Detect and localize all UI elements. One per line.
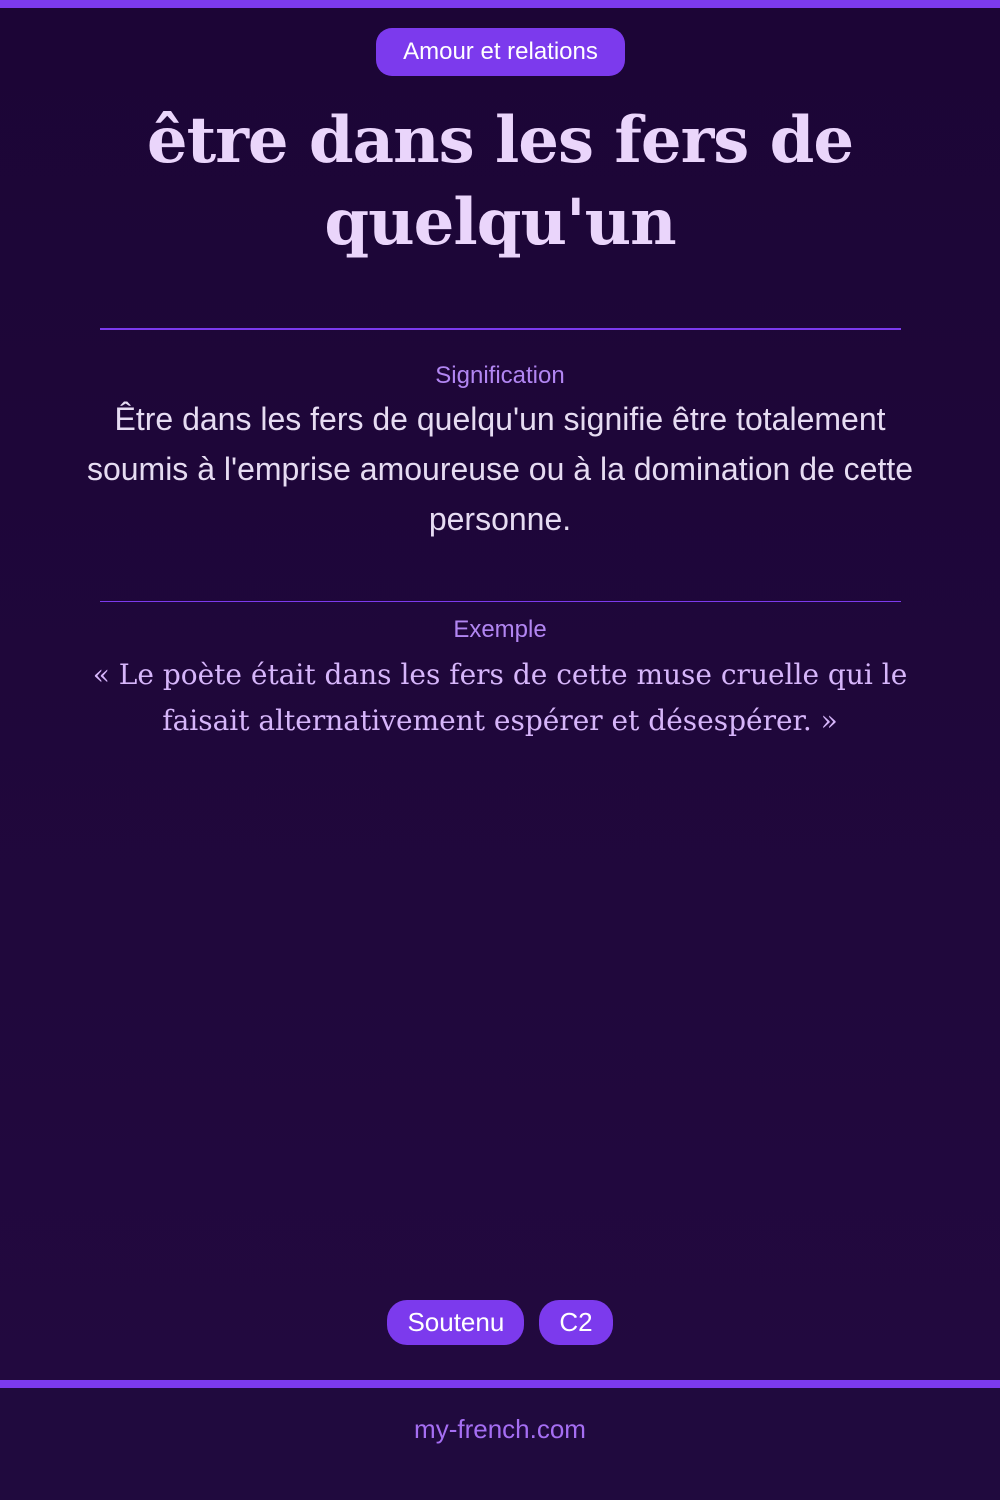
top-accent-bar: [0, 0, 1000, 8]
expression-card: [0, 8, 1000, 1380]
expression-title: être dans les fers de quelqu'un: [146, 103, 854, 260]
example-label: Exemple: [453, 616, 547, 643]
meaning-label: Signification: [435, 362, 565, 389]
example-text: « Le poète était dans les fers de cette muse cruelle qui le faisait alternativement espérer et désespérer. »: [92, 658, 908, 737]
level-tag: C2: [539, 1300, 612, 1345]
footer: [0, 1388, 1000, 1500]
tag-list: [0, 1300, 1000, 1345]
site-name: my-french.com: [414, 1414, 586, 1444]
divider: [100, 601, 901, 602]
meaning-text: Être dans les fers de quelqu'un signifie être totalement soumis à l'emprise amoureuse ou à la domination de cette personne.: [86, 401, 914, 537]
register-tag: Soutenu: [387, 1300, 524, 1345]
divider: [100, 328, 901, 330]
bottom-accent-bar: [0, 1380, 1000, 1388]
category-badge: Amour et relations: [376, 28, 625, 76]
